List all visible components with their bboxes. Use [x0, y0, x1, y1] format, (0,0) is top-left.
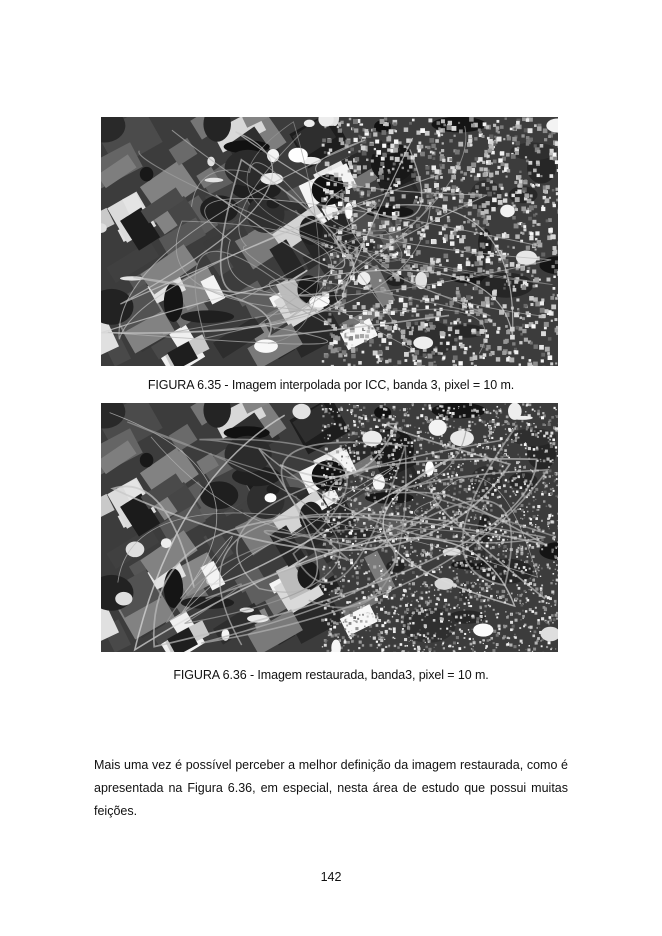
figure-6-35-caption: FIGURA 6.35 - Imagem interpolada por ICC, banda 3, pixel = 10 m. — [147, 378, 515, 392]
figure-6-36-image — [101, 403, 558, 652]
satellite-image — [101, 403, 558, 652]
figure-6-35-image — [101, 117, 558, 366]
body-paragraph: Mais uma vez é possível perceber a melhor definição da imagem restaurada, como é apresentada na Figura 6.36, em especial, nesta área de estudo que possui muitas feições. — [94, 758, 568, 818]
page-number: 142 — [320, 870, 342, 884]
figure-6-36-caption: FIGURA 6.36 - Imagem restaurada, banda3, pixel = 10 m. — [173, 668, 489, 682]
satellite-image — [101, 117, 558, 366]
